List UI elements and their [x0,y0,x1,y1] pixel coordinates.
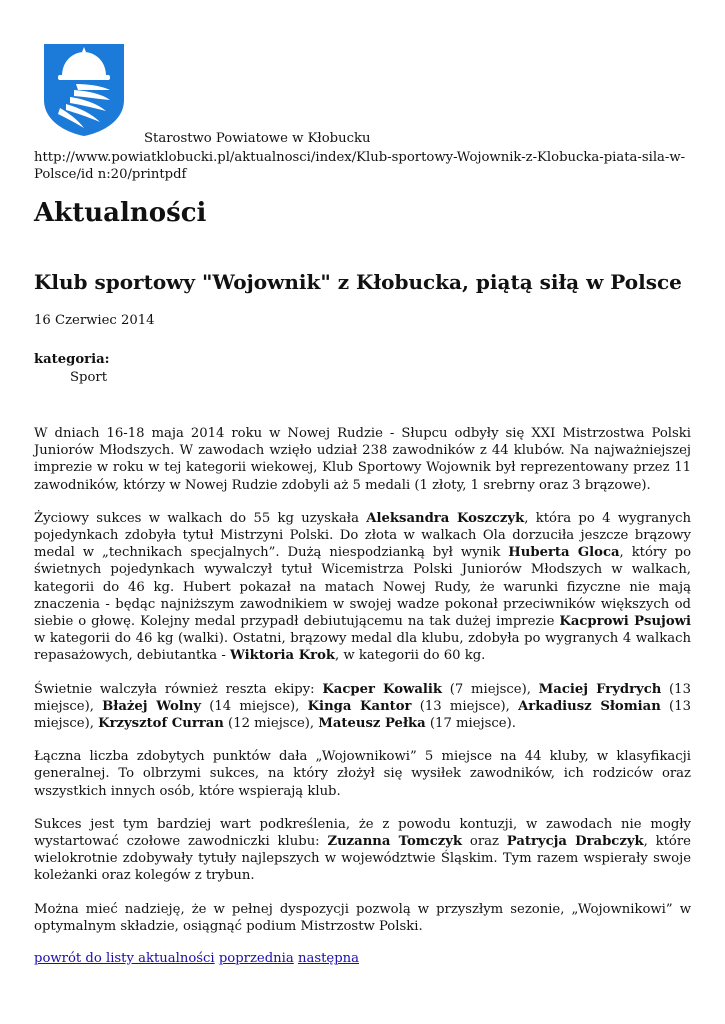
bold-name: Aleksandra Koszczyk [366,510,525,526]
print-page [34,0,692,967]
category-value: Sport [70,370,108,385]
bold-name: Mateusz Pełka [318,716,426,732]
section-title: Aktualności [34,198,207,228]
text-run: , która po 4 wygranych pojedynkach zdobyła tytuł Mistrzyni Polski. Do złota w walkach Ola dorzuciła jeszcze brązowy medal w „technikach specjalnych”. Dużą niespodzianką był wynik [34,510,691,561]
text-run: , w kategorii do 60 kg. [335,648,486,664]
bold-name: Patrycja Drabczyk [506,834,644,850]
paragraph-2 [34,510,691,665]
text-run: Świetnie walczyła również reszta ekipy: [34,681,323,697]
next-link[interactable]: następna [297,951,359,967]
source-url: http://www.powiatklobucki.pl/aktualnosci/index/Klub-sportowy-Wojownik-z-Klobucka-piata-sila-w-Polsce/id n:20/printpdf [34,150,686,182]
text-run: w kategorii do 46 kg (walki). Ostatni, brązowy medal dla klubu, zdobyła po wygranych 4 walkach repasażowych, debiutantka - [34,631,691,664]
bold-name: Zuzanna Tomczyk [327,834,463,850]
navigation-links [34,951,691,966]
paragraph-5 [34,816,691,885]
text-run: (14 miejsce), [201,698,308,714]
text-run: oraz [462,834,507,850]
category-label: kategoria: [34,352,110,367]
paragraph-4: Łączna liczba zdobytych punktów dała „Wojownikowi” 5 miejsce na 44 kluby, w klasyfikacji generalnej. To olbrzymi sukces, na który złożył się wysiłek zawodników, ich rodziców oraz wszystkich innych osób, które wspierają klub. [34,749,691,799]
print-header [34,0,691,190]
text-run: , które wielokrotnie zdobywały tytuły najlepszych w województwie Śląskim. Tym razem wspierały swoje koleżanki oraz kolegów z trybun. [34,834,691,884]
bold-name: Krzysztof Curran [98,716,224,732]
back-to-list-link[interactable]: powrót do listy aktualności [34,951,215,967]
text-run: , który po świetnych pojedynkach wywalczył tytuł Wicemistrza Polski Juniorów Młodszych w walkach, kategorii do 46 kg. Hubert pokazał na matach Nowej Rudy, że warunki fizyczne nie mają znaczenia - będąc najniższym zawodnikiem w swojej wadze pokonał przeciwników większych od siebie o głowę. Kolejny medal przypadł debiutującemu na tak dużej imprezie [34,545,692,630]
paragraph-6: Można mieć nadzieję, że w pełnej dyspozycji pozwolą w przyszłym sezonie, „Wojownikowi” w optymalnym składzie, osiągnąć podium Mistrzostw Polski. [34,901,691,934]
bold-name: Kacprowi Psujowi [559,614,691,630]
paragraph-3 [34,681,691,733]
text-run: (17 miejsce). [425,716,516,732]
text-run: Sukces jest tym bardziej wart podkreślenia, że z powodu kontuzji, w zawodach nie mogły wystartować czołowe zawodniczki klubu: [34,816,691,850]
text-run: Życiowy sukces w walkach do 55 kg uzyskała [34,510,367,526]
county-crest-logo [44,44,124,136]
previous-link[interactable]: poprzednia [218,951,294,967]
text-run: (7 miejsce), [442,681,539,697]
text-run: (13 miejsce), [34,681,691,714]
text-run: (13 miejsce), [34,698,691,732]
bold-name: Wiktoria Krok [229,648,336,664]
organization-name: Starostwo Powiatowe w Kłobucku [144,131,371,146]
text-run: (13 miejsce), [411,698,519,714]
article-body [34,425,691,966]
text-run: (12 miejsce), [223,716,319,732]
bold-name: Błażej Wolny [102,698,202,714]
bold-name: Huberta Gloca [508,545,620,561]
bold-name: Maciej Frydrych [538,681,662,697]
bold-name: Kacper Kowalik [322,681,443,697]
bold-name: Arkadiusz Słomian [518,698,661,714]
article-date: 16 Czerwiec 2014 [34,313,155,328]
paragraph-1: W dniach 16-18 maja 2014 roku w Nowej Rudzie - Słupcu odbyły się XXI Mistrzostwa Polski Juniorów Młodszych. W zawodach wzięło udział 238 zawodników z 44 klubów. Na najważniejszej imprezie w roku w tej kategorii wiekowej, Klub Sportowy Wojownik był reprezentowany przez 11 zawodników, którzy w Nowej Rudzie zdobyli aż 5 medali (1 złoty, 1 srebrny oraz 3 brązowe). [34,426,691,493]
article-title: Klub sportowy "Wojownik" z Kłobucka, piątą siłą w Polsce [34,270,682,294]
bold-name: Kinga Kantor [307,698,412,714]
